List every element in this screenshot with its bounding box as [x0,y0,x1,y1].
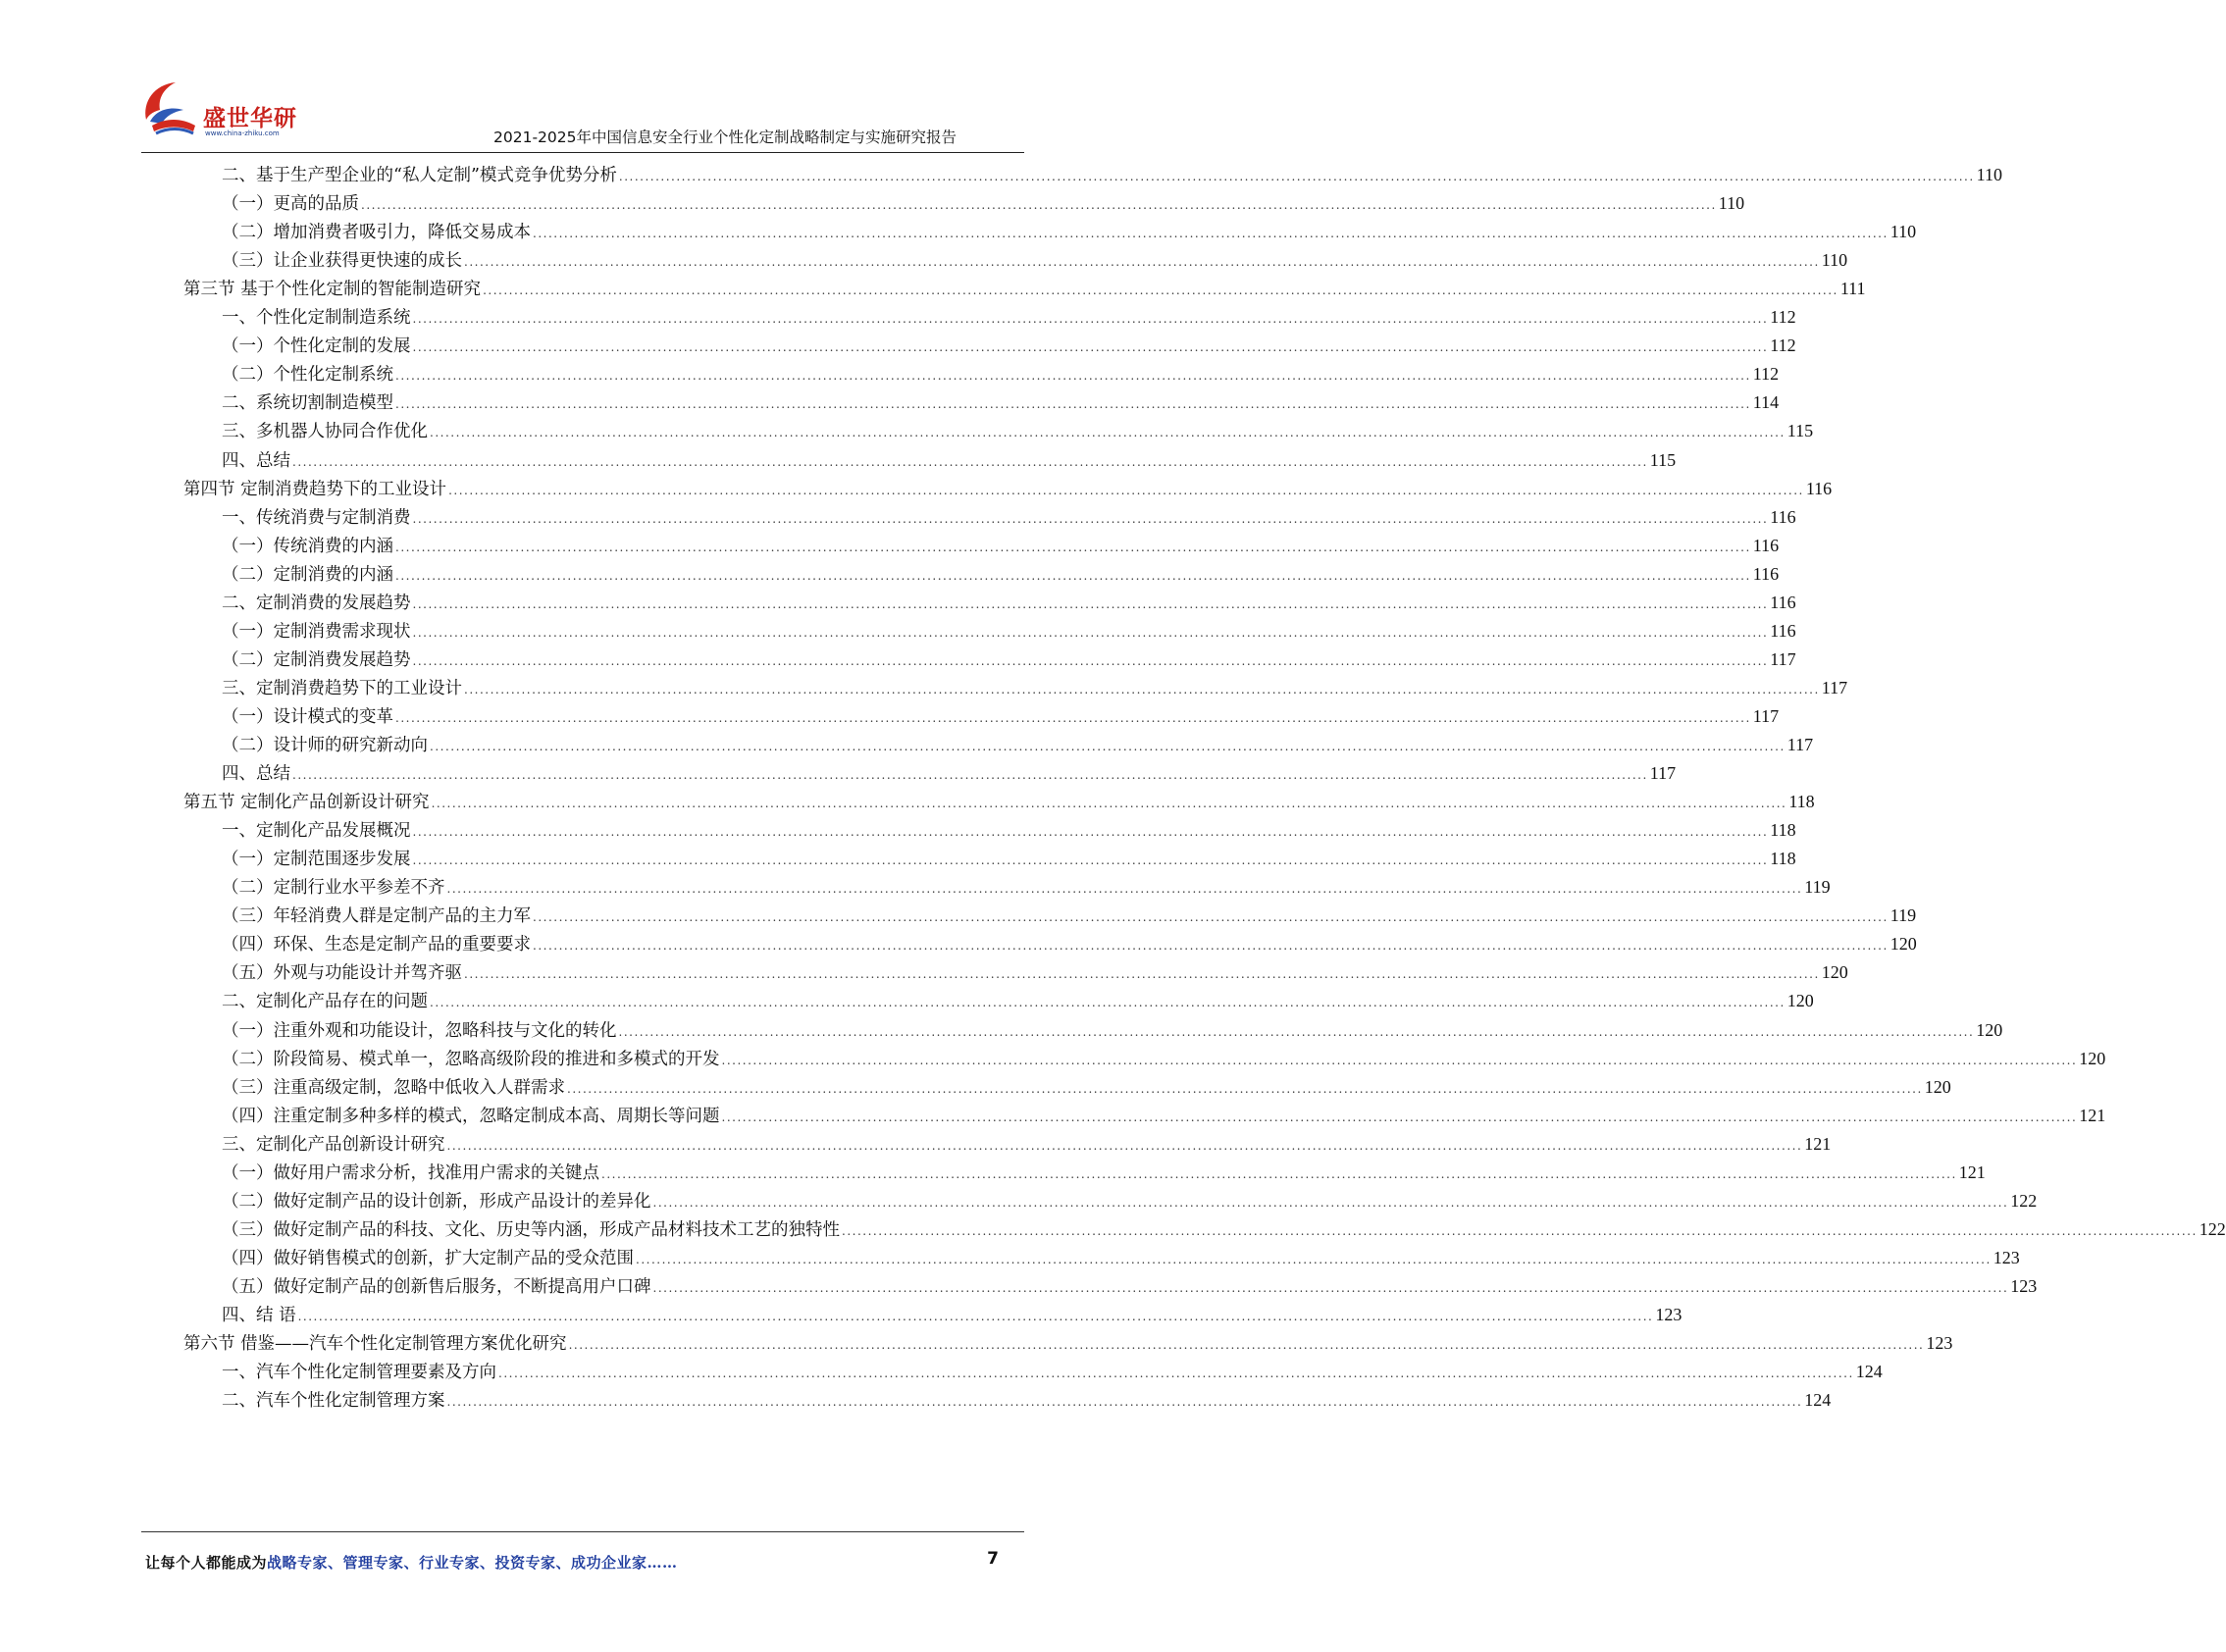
logo-url: www.china-zhiku.com [205,129,280,137]
toc-entry-page: 111 [1839,279,1866,299]
toc-dot-leader: .................................................................................................................................................................................................................................................................... [361,198,1717,213]
toc-dot-leader: .................................................................................................................................................................................................................................................................... [567,1081,1923,1096]
toc-dot-leader: .................................................................................................................................................................................................................................................................... [446,1138,1803,1153]
toc-entry-page: 110 [1821,250,1848,271]
toc-row [0,358,1780,388]
toc-dot-leader: .................................................................................................................................................................................................................................................................... [448,483,1804,497]
toc-entry[interactable] [222,504,1796,532]
toc-dot-leader: .................................................................................................................................................................................................................................................................... [464,255,1820,270]
toc-dot-leader: .................................................................................................................................................................................................................................................................... [842,1223,2198,1238]
toc-entry-title: （五）外观与功能设计并驾齐驱 [222,963,462,984]
toc-entry[interactable] [183,476,1833,503]
toc-entry[interactable] [222,247,1848,275]
toc-entry-page: 120 [1821,962,1848,983]
toc-dot-leader: .................................................................................................................................................................................................................................................................... [446,1395,1803,1410]
toc-entry-page: 117 [1752,705,1780,726]
toc-entry-title: 四、总结 [222,764,290,785]
toc-dot-leader: .................................................................................................................................................................................................................................................................... [446,882,1803,897]
toc-dot-leader: .................................................................................................................................................................................................................................................................... [498,1367,1854,1381]
toc-entry-page: 112 [1770,336,1796,356]
toc-entry-title: （三）年轻消费人群是定制产品的主力军 [222,906,531,927]
toc-entry-page: 116 [1805,478,1833,498]
toc-dot-leader: .................................................................................................................................................................................................................................................................... [292,768,1648,783]
toc-entry-title: （三）让企业获得更快速的成长 [222,251,462,272]
toc-entry-title: （二）做好定制产品的设计创新，形成产品设计的差异化 [222,1191,651,1212]
toc-row [0,1213,2226,1244]
toc-row [0,444,1677,475]
toc-entry-title: 一、个性化定制制造系统 [222,308,411,329]
toc-entry[interactable] [222,533,1780,560]
toc-dot-leader: .................................................................................................................................................................................................................................................................... [430,996,1786,1010]
toc-entry[interactable] [183,1330,1953,1358]
toc-entry-page: 117 [1786,735,1814,754]
toc-entry[interactable] [222,1245,2020,1272]
report-title: 2021-2025年中国信息安全行业个性化定制战略制定与实施研究报告 [493,129,957,146]
toc-dot-leader: .................................................................................................................................................................................................................................................................... [533,910,1889,925]
toc-entry[interactable] [222,959,1848,987]
toc-entry-title: （二）增加消费者吸引力，降低交易成本 [222,223,531,243]
toc-entry[interactable] [222,618,1796,645]
toc-entry-title: 第六节 借鉴——汽车个性化定制管理方案优化研究 [183,1334,567,1355]
toc-entry-title: 一、汽车个性化定制管理要素及方向 [222,1363,496,1383]
toc-entry-page: 124 [1804,1390,1832,1411]
toc-row [0,900,1917,930]
toc-entry-title: 一、传统消费与定制消费 [222,507,411,528]
page-number: 7 [987,1549,999,1569]
footer-slogan-prefix: 让每个人都能成为 [145,1554,268,1572]
toc-dot-leader: .................................................................................................................................................................................................................................................................... [601,1166,1957,1181]
toc-entry-title: 二、基于生产型企业的“私人定制”模式竞争优势分析 [222,166,617,185]
toc-entry-page: 110 [1890,222,1917,242]
toc-dot-leader: .................................................................................................................................................................................................................................................................... [395,369,1751,384]
toc-entry-title: （一）更高的品质 [222,194,359,215]
toc-dot-leader: .................................................................................................................................................................................................................................................................... [412,596,1769,611]
toc-entry-title: 四、总结 [222,450,290,471]
toc-entry[interactable] [222,1387,1832,1415]
toc-row [0,387,1780,417]
toc-entry[interactable] [222,903,1917,930]
toc-entry-page: 123 [2010,1275,2038,1296]
toc-entry-page: 124 [1855,1362,1883,1382]
toc-dot-leader: .................................................................................................................................................................................................................................................................... [431,797,1787,811]
toc-entry[interactable] [222,1131,1832,1159]
toc-entry[interactable] [222,1160,1986,1187]
toc-entry[interactable] [222,1017,2003,1045]
toc-entry-page: 117 [1821,677,1848,697]
toc-dot-leader: .................................................................................................................................................................................................................................................................... [412,312,1769,327]
toc-entry-page: 112 [1752,364,1780,385]
toc-entry[interactable] [222,418,1814,445]
toc-entry-title: 三、多机器人协同合作优化 [222,422,428,442]
toc-row [0,843,1796,873]
toc-entry-title: （四）环保、生态是定制产品的重要要求 [222,935,531,955]
toc-dot-leader: .................................................................................................................................................................................................................................................................... [395,568,1751,583]
toc-row [0,700,1780,731]
toc-dot-leader: .................................................................................................................................................................................................................................................................... [652,1280,2009,1295]
toc-dot-leader: .................................................................................................................................................................................................................................................................... [412,653,1769,668]
toc-row [0,615,1796,645]
toc-row [0,1299,1682,1329]
toc-entry-page: 123 [1655,1305,1682,1324]
toc-entry-page: 121 [2079,1105,2106,1125]
toc-row [0,415,1814,445]
toc-row [0,1384,1832,1415]
toc-dot-leader: .................................................................................................................................................................................................................................................................... [721,1053,2078,1067]
toc-entry-title: 二、系统切割制造模型 [222,393,393,414]
toc-entry[interactable] [222,846,1796,873]
toc-entry-title: （四）注重定制多种多样的模式，忽略定制成本高、周期长等问题 [222,1106,720,1126]
toc-row [0,473,1833,503]
toc-dot-leader: .................................................................................................................................................................................................................................................................... [652,1195,2009,1210]
toc-entry-page: 121 [1804,1133,1832,1154]
toc-entry-page: 120 [2079,1048,2106,1068]
toc-entry-title: 一、定制化产品发展概况 [222,821,411,842]
toc-entry[interactable] [222,732,1814,759]
toc-entry-title: （三）注重高级定制，忽略中低收入人群需求 [222,1077,565,1098]
toc-row [0,871,1831,902]
toc-dot-leader: .................................................................................................................................................................................................................................................................... [636,1252,1992,1266]
toc-dot-leader: .................................................................................................................................................................................................................................................................... [464,682,1820,697]
toc-entry-page: 123 [1993,1247,2020,1267]
toc-entry-page: 120 [1924,1076,1951,1097]
toc-entry-title: 二、定制化产品存在的问题 [222,992,428,1012]
toc-entry-page: 110 [1718,193,1745,214]
toc-entry-page: 122 [2010,1190,2038,1211]
toc-entry-page: 118 [1770,849,1796,869]
toc-dot-leader: .................................................................................................................................................................................................................................................................... [483,284,1838,298]
toc-entry[interactable] [222,1103,2106,1130]
toc-dot-leader: .................................................................................................................................................................................................................................................................... [721,1110,2078,1124]
toc-row [0,1270,2038,1301]
toc-dot-leader: .................................................................................................................................................................................................................................................................... [618,1024,1975,1039]
toc-row [0,273,1866,303]
toc-dot-leader: .................................................................................................................................................................................................................................................................... [430,740,1786,753]
logo-emblem-icon [138,77,207,141]
toc-row [0,1014,2003,1045]
toc-row [0,1043,2106,1073]
toc-dot-leader: .................................................................................................................................................................................................................................................................... [412,825,1769,840]
toc-row [0,244,1848,275]
toc-entry-page: 123 [1926,1333,1953,1354]
toc-row [0,672,1848,702]
toc-entry-title: 三、定制化产品创新设计研究 [222,1134,445,1155]
toc-entry-page: 120 [1976,1019,2003,1040]
toc-row [0,587,1796,617]
toc-row [0,956,1848,987]
toc-entry-title: （二）设计师的研究新动向 [222,736,428,755]
toc-entry-page: 120 [1786,991,1814,1011]
toc-entry[interactable] [222,389,1780,417]
toc-entry-page: 116 [1770,620,1796,641]
toc-row [0,1128,1832,1159]
toc-entry-page: 116 [1770,506,1796,527]
toc-entry[interactable] [222,190,1745,218]
toc-row [0,644,1796,674]
toc-entry[interactable] [222,447,1677,475]
toc-dot-leader: .................................................................................................................................................................................................................................................................... [464,967,1820,982]
toc-row [0,1185,2038,1215]
footer-divider [141,1531,1024,1532]
toc-entry-title: （四）做好销售模式的创新，扩大定制产品的受众范围 [222,1248,634,1268]
logo-text: 盛世华研 [203,106,297,131]
toc-dot-leader: .................................................................................................................................................................................................................................................................... [412,340,1769,355]
toc-entry[interactable] [183,276,1866,303]
toc-entry[interactable] [222,1046,2106,1073]
toc-entry-title: （二）定制消费发展趋势 [222,649,411,670]
toc-entry[interactable] [222,646,1796,674]
toc-entry-page: 116 [1770,592,1796,612]
footer-slogan [145,1552,678,1573]
toc-row [0,757,1677,788]
toc-entry-title: （二）个性化定制系统 [222,365,393,386]
toc-entry[interactable] [222,1188,2038,1215]
toc-entry-title: 第四节 定制消费趋势下的工业设计 [183,479,447,499]
toc-dot-leader: .................................................................................................................................................................................................................................................................... [395,540,1751,554]
toc-entry[interactable] [222,817,1796,845]
toc-entry[interactable] [222,561,1780,589]
toc-entry-page: 118 [1788,792,1815,812]
toc-entry-title: （一）定制范围逐步发展 [222,850,411,870]
company-logo [138,77,315,147]
toc-entry-page: 119 [1804,877,1831,898]
toc-row [0,216,1917,246]
toc-entry[interactable] [222,1359,1883,1386]
toc-entry-page: 116 [1752,535,1780,555]
toc-entry-title: （一）设计模式的变革 [222,706,393,727]
toc-entry[interactable] [222,304,1796,332]
toc-dot-leader: .................................................................................................................................................................................................................................................................... [568,1338,1925,1353]
toc-entry[interactable] [222,590,1796,617]
toc-row [0,301,1796,332]
toc-row [0,530,1780,560]
toc-entry[interactable] [222,1302,1682,1329]
toc-entry-title: 三、定制消费趋势下的工业设计 [222,678,462,698]
toc-dot-leader: .................................................................................................................................................................................................................................................................... [292,454,1648,469]
toc-entry-title: （二）阶段简易、模式单一，忽略高级阶段的推进和多模式的开发 [222,1049,720,1069]
toc-entry-title: （五）做好定制产品的创新售后服务，不断提高用户口碑 [222,1276,651,1297]
toc-row [0,1327,1953,1358]
toc-entry[interactable] [222,874,1831,902]
toc-entry-title: （一）个性化定制的发展 [222,336,411,357]
toc-row [0,558,1780,589]
toc-row [0,501,1796,532]
toc-entry-page: 121 [1958,1162,1986,1182]
toc-entry[interactable] [222,760,1677,788]
toc-entry[interactable] [183,789,1815,816]
toc-row [0,786,1815,816]
toc-entry-page: 122 [2199,1218,2226,1239]
toc-entry-title: 第三节 基于个性化定制的智能制造研究 [183,280,482,300]
toc-row [0,159,2003,189]
header-divider [141,152,1024,153]
toc-row [0,187,1745,218]
toc-entry-page: 119 [1890,905,1917,926]
toc-entry[interactable] [222,219,1917,246]
toc-entry-title: （二）定制行业水平参差不齐 [222,878,445,899]
toc-dot-leader: .................................................................................................................................................................................................................................................................... [395,710,1751,725]
toc-entry[interactable] [222,675,1848,702]
toc-dot-leader: .................................................................................................................................................................................................................................................................... [533,227,1889,241]
toc-entry-page: 112 [1770,307,1796,328]
toc-row [0,330,1796,360]
toc-row [0,1242,2020,1272]
toc-entry[interactable] [222,162,2003,189]
toc-entry-title: （一）注重外观和功能设计，忽略科技与文化的转化 [222,1020,617,1041]
toc-row [0,814,1796,845]
toc-entry-page: 115 [1649,449,1677,470]
toc-dot-leader: .................................................................................................................................................................................................................................................................... [412,511,1769,526]
toc-row [0,1356,1883,1386]
toc-entry[interactable] [222,333,1796,360]
toc-entry-page: 120 [1890,934,1917,955]
toc-row [0,729,1814,759]
toc-dot-leader: .................................................................................................................................................................................................................................................................... [395,397,1751,412]
toc-entry[interactable] [222,361,1780,388]
toc-entry[interactable] [222,1216,2226,1244]
toc-entry[interactable] [222,988,1814,1015]
toc-entry-page: 116 [1752,563,1780,584]
toc-entry-title: （二）定制消费的内涵 [222,564,393,585]
toc-dot-leader: .................................................................................................................................................................................................................................................................... [533,939,1889,954]
toc-dot-leader: .................................................................................................................................................................................................................................................................... [618,170,1975,183]
toc-entry-title: （三）做好定制产品的科技、文化、历史等内涵，形成产品材料技术工艺的独特性 [222,1219,840,1240]
toc-entry-title: （一）传统消费的内涵 [222,536,393,556]
toc-entry-page: 114 [1752,392,1780,413]
toc-entry-title: 二、定制消费的发展趋势 [222,593,411,613]
toc-entry[interactable] [222,931,1917,958]
toc-entry[interactable] [222,1074,1951,1102]
toc-row [0,985,1814,1015]
toc-dot-leader: .................................................................................................................................................................................................................................................................... [412,625,1769,640]
toc-row [0,1100,2106,1130]
footer-slogan-highlight: 战略专家、管理专家、行业专家、投资专家、成功企业家…… [267,1554,678,1572]
toc-entry-page: 118 [1770,820,1796,841]
toc-row [0,1157,1986,1187]
toc-entry-page: 117 [1770,648,1796,669]
toc-entry-page: 117 [1649,763,1677,784]
toc-dot-leader: .................................................................................................................................................................................................................................................................... [297,1310,1654,1323]
toc-row [0,928,1917,958]
toc-dot-leader: .................................................................................................................................................................................................................................................................... [412,853,1769,868]
toc-entry[interactable] [222,1273,2038,1301]
toc-entry-page: 115 [1786,421,1814,441]
toc-entry-title: （一）定制消费需求现状 [222,621,411,642]
toc-entry-title: 四、结 语 [222,1306,296,1325]
toc-dot-leader: .................................................................................................................................................................................................................................................................... [430,426,1786,440]
toc-entry[interactable] [222,703,1780,731]
toc-entry-page: 110 [1976,165,2003,184]
toc-entry-title: （一）做好用户需求分析，找准用户需求的关键点 [222,1162,599,1183]
toc-entry-title: 第五节 定制化产品创新设计研究 [183,793,430,813]
toc-row [0,1071,1951,1102]
toc-entry-title: 二、汽车个性化定制管理方案 [222,1391,445,1412]
